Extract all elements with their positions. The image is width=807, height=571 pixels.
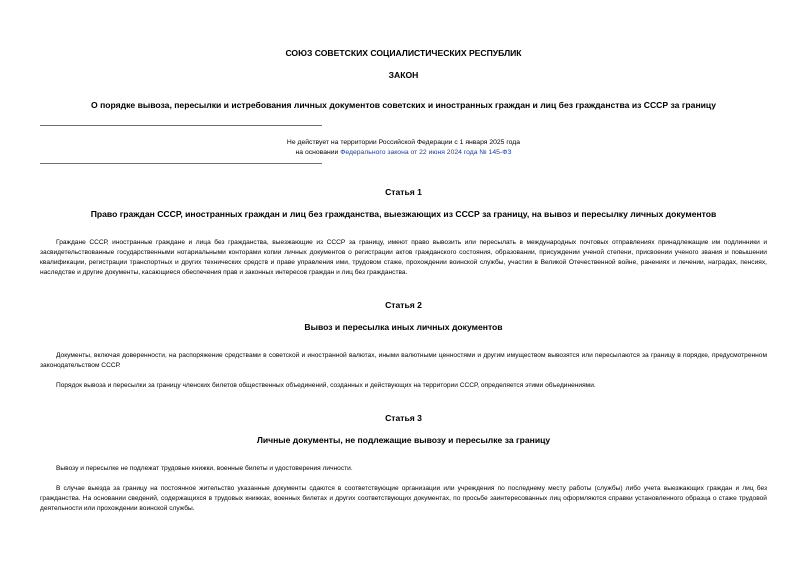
- article-3-title: Личные документы, не подлежащие вывозу и пересылке за границу: [256, 435, 551, 445]
- status-note: [0, 138, 807, 158]
- federal-law-link[interactable]: Федерального закона от 22 июня 2024 года № 145-ФЗ: [340, 149, 512, 156]
- article-1-paragraph-1: Граждане СССР, иностранные граждане и лица без гражданства, выезжающие из СССР за границу, имеют право вывозить или пересылать в международных почтовых отправлениях принадлежащие им подлинники и засвидетельствованные государственными нотариальными конторами копии личных документов о регистрации актов гражданского состояния, образовании, присуждении ученой степени, присвоении ученого звания и повышении квалификации, регистрации транспортных и других технических средств и праве управления ими, трудовом стаже, прохождении воинской службы, участии в Великой Отечественной войне, ранениях и лечении, наградах, пенсиях, наследстве и другие документы, касающиеся обеспечения прав и законных интересов граждан и лиц без гражданства.: [40, 239, 767, 276]
- top-divider: [40, 125, 322, 126]
- bottom-divider: [40, 163, 322, 164]
- article-3-number: Статья 3: [385, 413, 422, 423]
- article-2-paragraph-1: Документы, включая доверенности, на распоряжение средствами в советской и иностранной валютах, иными валютными ценностями и другим имуществом вывозятся или пересылаются за границу в порядке, предусмотренном законодательством СССР.: [40, 352, 767, 369]
- article-3-paragraph-1: Вывозу и пересылке не подлежат трудовые книжки, военные билеты и удостоверения личности.: [56, 465, 353, 472]
- law-title: О порядке вывоза, пересылки и истребования личных документов советских и иностранных граждан и лиц без гражданства из СССР за границу: [91, 100, 716, 110]
- article-1-title: Право граждан СССР, иностранных граждан и лиц без гражданства, выезжающих из СССР за границу, на вывоз и пересылку личных документов: [90, 209, 717, 219]
- article-2-number: Статья 2: [385, 300, 422, 310]
- doc-type-heading: ЗАКОН: [388, 70, 419, 80]
- article-1-number: Статья 1: [385, 187, 422, 197]
- status-line-1: Не действует на территории Российской Федерации с 1 января 2025 года: [286, 139, 521, 146]
- article-3-paragraph-2: В случае выезда за границу на постоянное жительство указанные документы сдаются в соответствующие организации или учреждения по последнему месту работы (службы) либо учета выезжающих граждан и лиц без гражданства. На основании сведений, содержащихся в трудовых книжках, военных билетах и других соответствующих документах, по просьбе заинтересованных лиц оформляются справки установленного образца о стаже трудовой деятельности или прохождении воинской службы.: [40, 485, 767, 512]
- status-line-2: [0, 148, 807, 158]
- article-2-title: Вывоз и пересылка иных личных документов: [304, 322, 503, 332]
- status-prefix: на основании: [295, 149, 341, 156]
- union-heading: СОЮЗ СОВЕТСКИХ СОЦИАЛИСТИЧЕСКИХ РЕСПУБЛИК: [285, 48, 522, 58]
- article-2-paragraph-2: Порядок вывоза и пересылки за границу членских билетов общественных объединений, созданных и действующих на территории СССР, определяется этими объединениями.: [56, 382, 596, 389]
